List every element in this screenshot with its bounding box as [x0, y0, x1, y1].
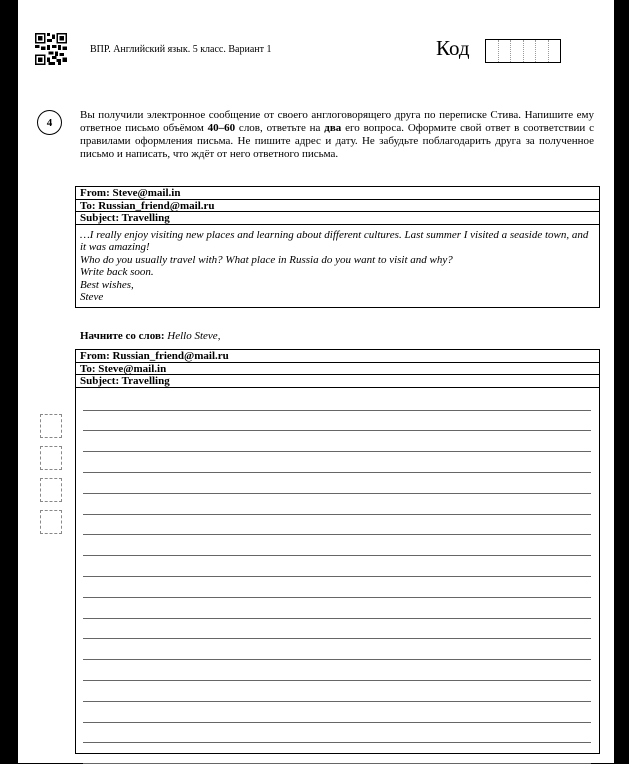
- email-body-line: …I really enjoy visiting new places and learning about different cultures. Last summer I visited a seaside town, and it was amazing!: [80, 228, 589, 253]
- answer-line[interactable]: [83, 472, 591, 473]
- two-questions-emphasis: два: [324, 122, 342, 134]
- answer-line[interactable]: [83, 555, 591, 556]
- email-body: [76, 225, 599, 307]
- task-number-badge: 4: [37, 110, 62, 135]
- score-box[interactable]: [40, 414, 62, 438]
- email-body-line: Steve: [80, 291, 104, 303]
- email-to: To: Russian_friend@mail.ru: [76, 200, 599, 213]
- answer-line[interactable]: [83, 680, 591, 681]
- instructions-text: Вы получили электронное сообщение от своего англоговорящего друга по переписке Стива. Напишите ему ответное письмо объёмом: [80, 109, 594, 134]
- reply-subject: Subject: Travelling: [76, 375, 599, 388]
- instructions-text: его вопроса. Оформите свой ответ в соответствии с правилами оформления письма. Не пишите адрес и дату. Не забудьте поблагодарить друга за полученное письмо и написать, что ждёт от него ответного письма.: [80, 122, 595, 160]
- code-cell[interactable]: [511, 40, 524, 62]
- email-subject: Subject: Travelling: [76, 212, 599, 225]
- score-box[interactable]: [40, 446, 62, 470]
- answer-line[interactable]: [83, 659, 591, 660]
- score-box[interactable]: [40, 510, 62, 534]
- reply-email: [75, 349, 600, 754]
- answer-line[interactable]: [83, 410, 591, 411]
- answer-line[interactable]: [83, 534, 591, 535]
- answer-line[interactable]: [83, 742, 591, 743]
- email-body-line: Best wishes,: [80, 278, 134, 291]
- task-instructions: [80, 109, 594, 161]
- reply-to: To: Steve@mail.in: [76, 363, 599, 376]
- start-with-label: Начните со слов:: [80, 330, 165, 342]
- code-cell[interactable]: [499, 40, 512, 62]
- answer-line[interactable]: [83, 638, 591, 639]
- answer-line[interactable]: [83, 597, 591, 598]
- answer-line[interactable]: [83, 493, 591, 494]
- email-from: From: Steve@mail.in: [76, 187, 599, 200]
- document-header-title: ВПР. Английский язык. 5 класс. Вариант 1: [90, 44, 272, 55]
- code-input-box[interactable]: [485, 39, 561, 63]
- exam-page: [18, 0, 614, 763]
- answer-line[interactable]: [83, 451, 591, 452]
- code-cell[interactable]: [549, 40, 561, 62]
- qr-code-icon: [35, 33, 67, 65]
- answer-line[interactable]: [83, 430, 591, 431]
- email-body-line: Who do you usually travel with? What place in Russia do you want to visit and why?: [80, 253, 453, 266]
- instructions-text: слов, ответьте на: [235, 122, 325, 134]
- reply-from: From: Russian_friend@mail.ru: [76, 350, 599, 363]
- answer-line[interactable]: [83, 722, 591, 723]
- start-with-text: Hello Steve,: [164, 330, 221, 342]
- answer-line[interactable]: [83, 576, 591, 577]
- code-cell[interactable]: [524, 40, 537, 62]
- code-label: Код: [436, 36, 470, 60]
- incoming-email: [75, 186, 600, 308]
- start-with-hint: [80, 330, 220, 342]
- answer-line[interactable]: [83, 618, 591, 619]
- score-box[interactable]: [40, 478, 62, 502]
- code-cell[interactable]: [536, 40, 549, 62]
- answer-line[interactable]: [83, 701, 591, 702]
- word-count-emphasis: 40–60: [207, 122, 236, 134]
- email-body-line: Write back soon.: [80, 266, 154, 278]
- answer-line[interactable]: [83, 514, 591, 515]
- code-cell[interactable]: [486, 40, 499, 62]
